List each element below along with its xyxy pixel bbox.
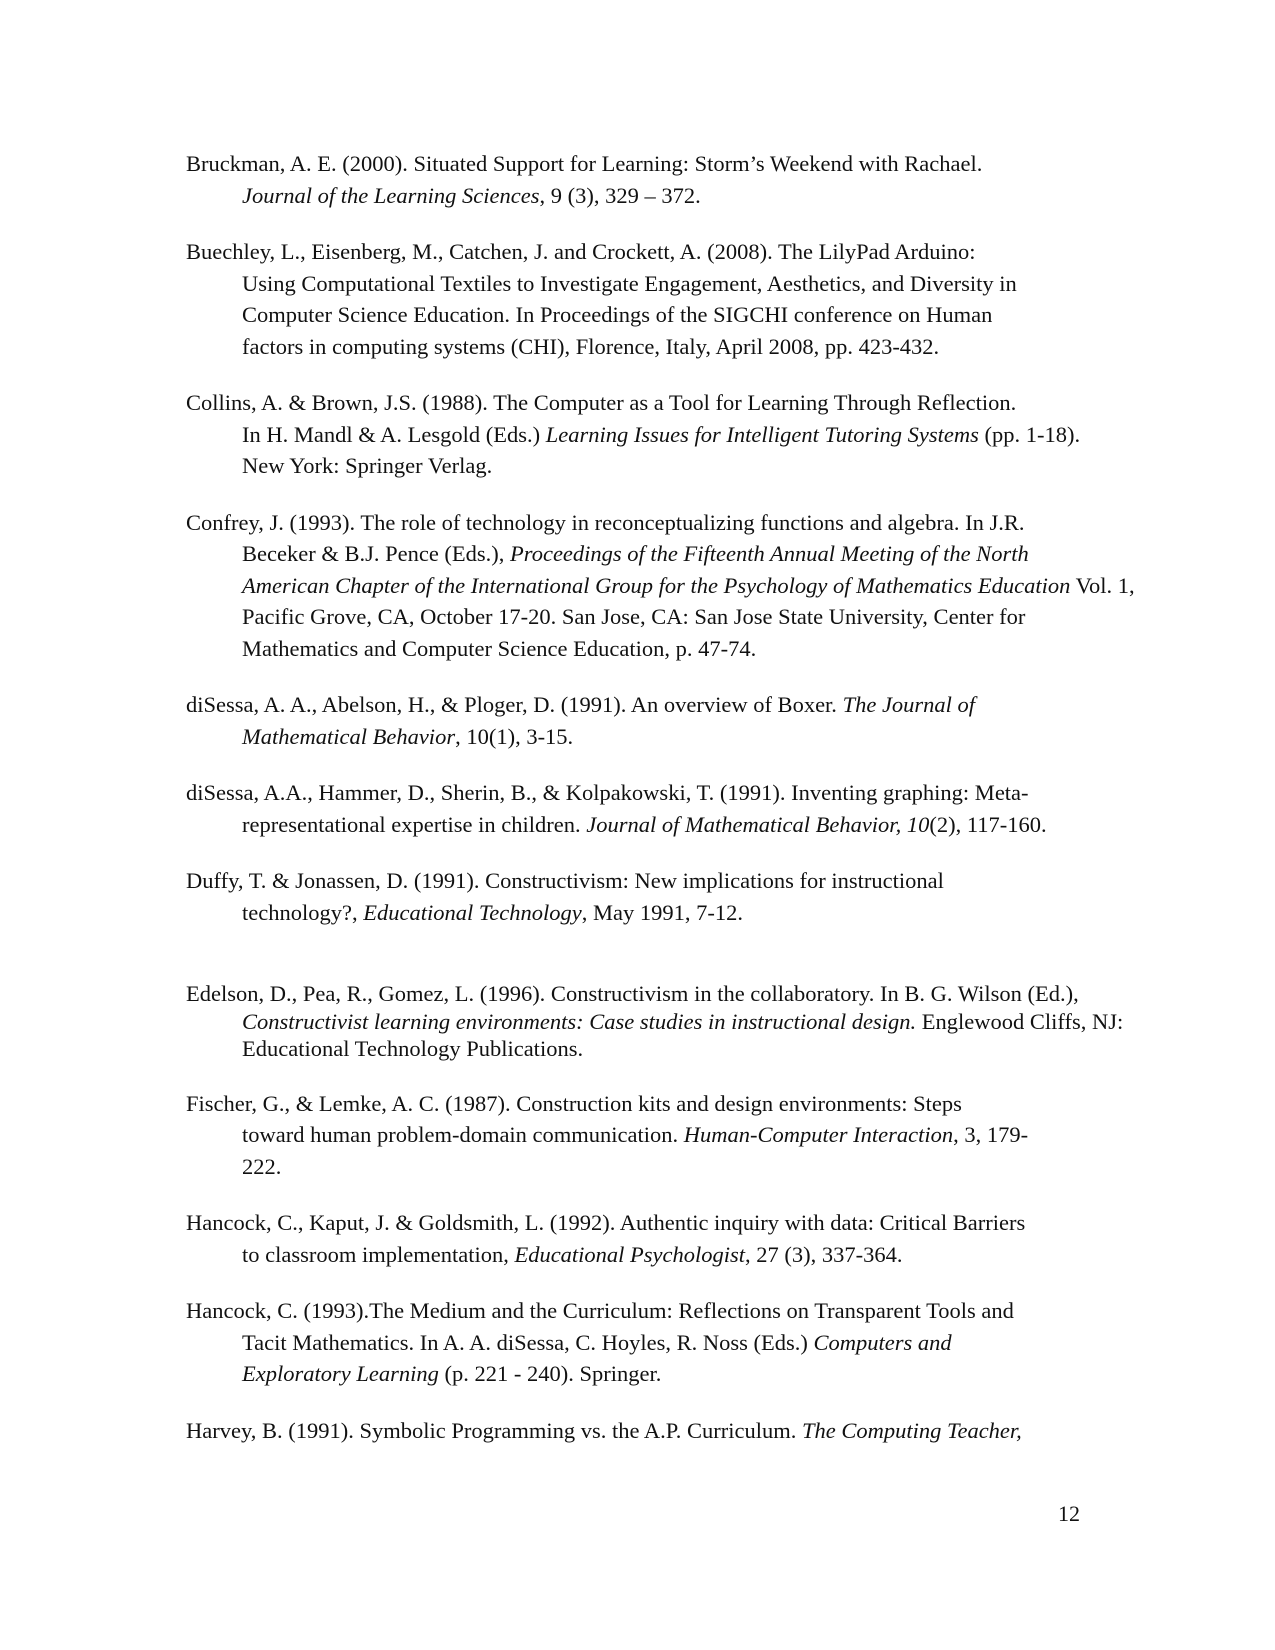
reference-duffy-1991: [186, 865, 1156, 928]
reference-text: , 3, 179- 222.: [242, 1122, 1029, 1179]
reference-text: Collins, A. & Brown, J.S. (1988). The Computer as a Tool for Learning Through Reflection. In H. Mandl & A. Lesgold (Eds.): [186, 390, 1017, 447]
reference-text: , 27 (3), 337-364.: [745, 1241, 903, 1267]
reference-disessa-1991b: [186, 777, 1156, 840]
reference-text: Bruckman, A. E. (2000). Situated Support for Learning: Storm’s Weekend with Rachael.: [186, 151, 983, 176]
reference-text: (2), 117-160.: [929, 811, 1047, 837]
reference-text: , 9 (3), 329 – 372.: [539, 182, 701, 208]
reference-text: Hancock, C., Kaput, J. & Goldsmith, L. (1992). Authentic inquiry with data: Critical Barriers to classroom implementation,: [186, 1210, 1026, 1267]
reference-title-italic: Educational Psychologist: [514, 1241, 746, 1267]
reference-text: Duffy, T. & Jonassen, D. (1991). Constructivism: New implications for instructional technology?,: [186, 868, 944, 925]
reference-fischer-1987: [186, 1088, 1156, 1183]
reference-text: diSessa, A. A., Abelson, H., & Ploger, D. (1991). An overview of Boxer.: [186, 692, 843, 717]
reference-text: diSessa, A.A., Hammer, D., Sherin, B., & Kolpakowski, T. (1991). Inventing graphing: Meta- representational expertise in children.: [186, 780, 1029, 837]
reference-title-italic: The Computing Teacher,: [802, 1417, 1022, 1443]
reference-title-italic: Educational Technology: [363, 899, 582, 925]
reference-disessa-1991a: [186, 689, 1156, 752]
reference-title-italic: Learning Issues for Intelligent Tutoring Systems: [545, 421, 979, 447]
reference-text: Englewood Cliffs, NJ: Educational Technology Publications.: [242, 1008, 1124, 1061]
reference-text: , 10(1), 3-15.: [455, 723, 574, 749]
reference-collins-1988: [186, 387, 1156, 482]
reference-edelson-1996: [186, 980, 1156, 1063]
reference-text: Hancock, C. (1993).The Medium and the Curriculum: Reflections on Transparent Tools and Tacit Mathematics. In A. A. diSessa, C. Hoyles, R. Noss (Eds.): [186, 1298, 1014, 1355]
reference-hancock-1993: [186, 1295, 1156, 1390]
reference-text: (p. 221 - 240). Springer.: [438, 1361, 662, 1386]
reference-bruckman-2000: [186, 148, 1156, 211]
page-number: 12: [1058, 1501, 1080, 1526]
reference-text: , May 1991, 7-12.: [581, 899, 743, 925]
reference-title-italic: The Journal of Mathematical Behavior: [242, 692, 976, 749]
reference-title-italic: Proceedings of the Fifteenth Annual Meeting of the North American Chapter of the International Group for the Psychology of Mathematics Education: [242, 541, 1071, 598]
reference-text: Harvey, B. (1991). Symbolic Programming vs. the A.P. Curriculum.: [186, 1417, 802, 1443]
reference-text: Edelson, D., Pea, R., Gomez, L. (1996). Constructivism in the collaboratory. In B. G. Wilson (Ed.),: [186, 981, 1079, 1006]
reference-hancock-1992: [186, 1207, 1156, 1270]
reference-title-italic: Journal of the Learning Sciences: [242, 182, 540, 208]
reference-text: Fischer, G., & Lemke, A. C. (1987). Construction kits and design environments: Steps toward human problem-domain communication.: [186, 1090, 962, 1147]
reference-text: (pp. 1-18). New York: Springer Verlag.: [242, 421, 1081, 478]
reference-text: Buechley, L., Eisenberg, M., Catchen, J. and Crockett, A. (2008). The LilyPad Arduino: Using Computational Textiles to Investigate Engagement, Aesthetics, and Diversity in Computer Science Education. In Proceedings of the SIGCHI conference on Human factors in computing systems (CHI), Florence, Italy, April 2008, pp. 423-432.: [186, 239, 1017, 359]
reference-buechley-2008: [186, 236, 1156, 362]
reference-title-italic: Constructivist learning environments: Case studies in instructional design.: [242, 1008, 917, 1034]
reference-confrey-1993: [186, 507, 1156, 665]
reference-title-italic: Human-Computer Interaction: [683, 1122, 954, 1147]
reference-title-italic: Computers and Exploratory Learning: [242, 1329, 952, 1386]
reference-text: Vol. 1, Pacific Grove, CA, October 17-20. San Jose, CA: San Jose State University, Center for Mathematics and Computer Science Education, p. 47-74.: [242, 572, 1135, 661]
reference-title-italic: Journal of Mathematical Behavior, 10: [586, 811, 930, 837]
reference-harvey-1991: [186, 1415, 1156, 1447]
reference-text: Confrey, J. (1993). The role of technology in reconceptualizing functions and algebra. In J.R. Beceker & B.J. Pence (Eds.),: [186, 509, 1025, 566]
reference-list: [186, 148, 1156, 1471]
